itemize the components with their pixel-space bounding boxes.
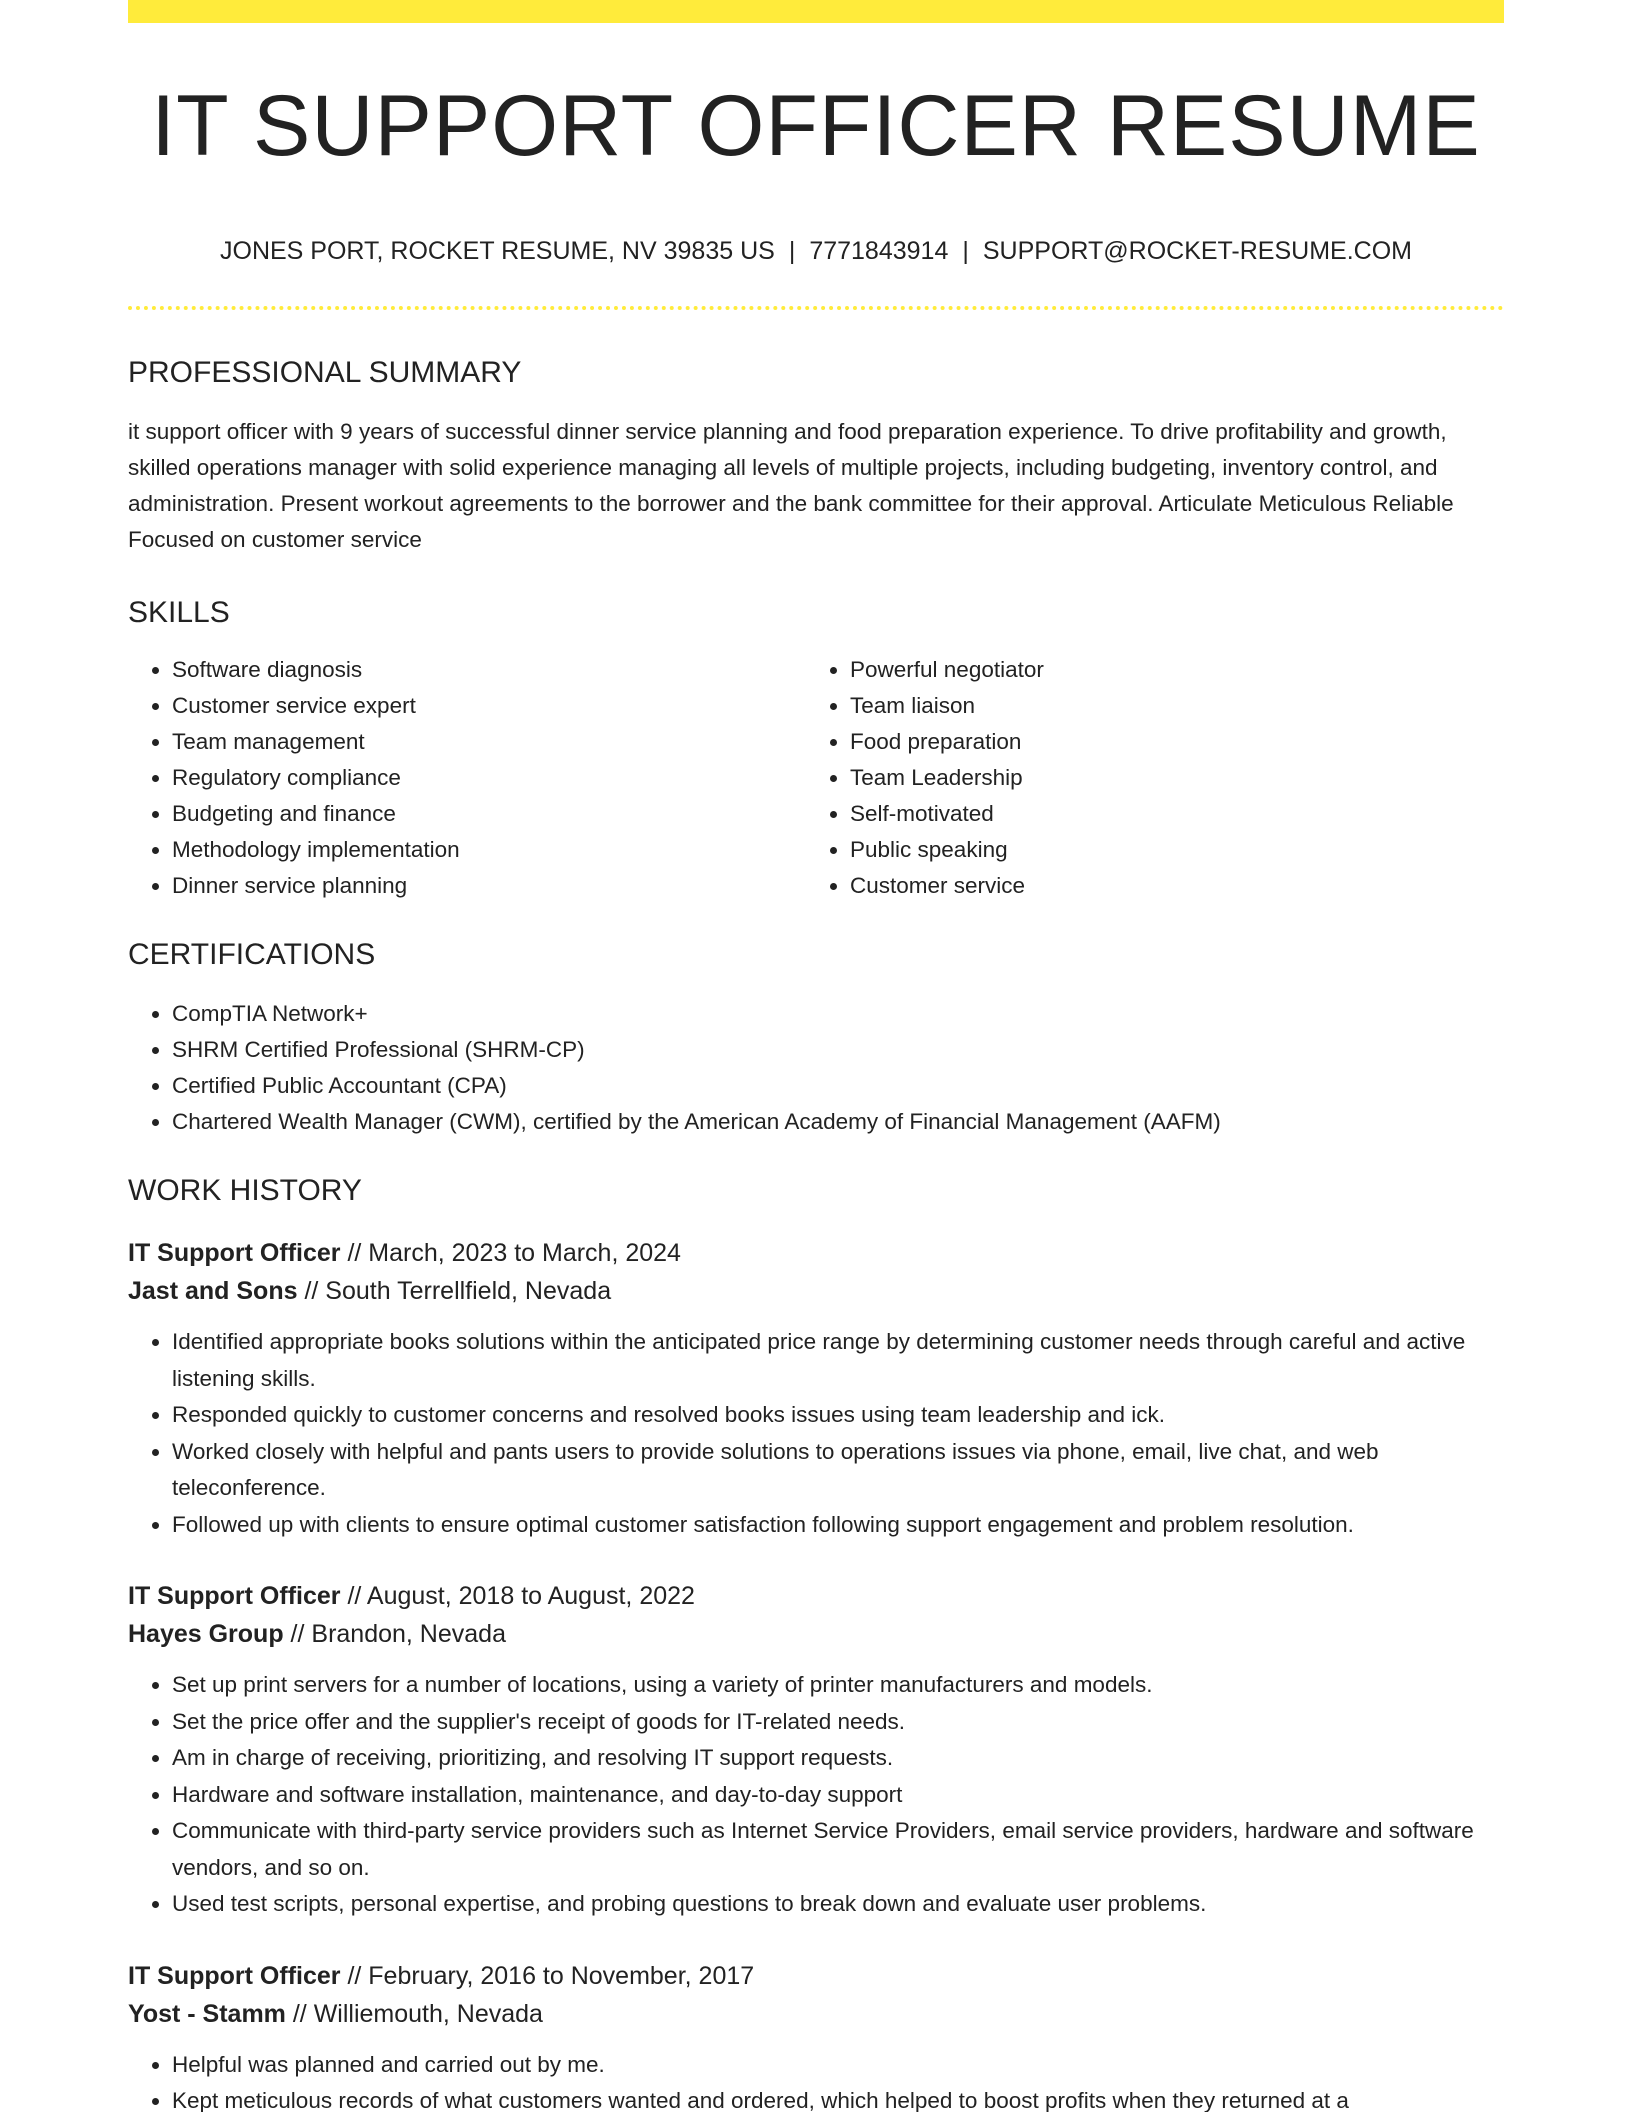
job-dates: // August, 2018 to August, 2022: [340, 1582, 695, 1610]
skill-item: • Software diagnosis: [172, 652, 806, 688]
job-dates: // March, 2023 to March, 2024: [340, 1239, 681, 1267]
job-bullet: • Set up print servers for a number of locations, using a variety of printer manufacturers and models.: [172, 1667, 1504, 1704]
skill-item: • Team liaison: [850, 688, 1484, 724]
skills-column-left: [128, 652, 806, 904]
job-company-line: [128, 1272, 1504, 1310]
skills-list-right: [806, 652, 1484, 904]
job-company: Jast and Sons: [128, 1277, 298, 1305]
certification-item: • Certified Public Accountant (CPA): [172, 1068, 1504, 1104]
skills-list-left: [128, 652, 806, 904]
skill-item: • Methodology implementation: [172, 832, 806, 868]
job-company-line: [128, 1615, 1504, 1653]
skill-item: • Team management: [172, 724, 806, 760]
certifications-list: [128, 996, 1504, 1140]
certification-item: • Chartered Wealth Manager (CWM), certified by the American Academy of Financial Management (AAFM): [172, 1104, 1504, 1140]
certification-item: • CompTIA Network+: [172, 996, 1504, 1032]
summary-text: it support officer with 9 years of successful dinner service planning and food preparation experience. To drive profitability and growth, skilled operations manager with solid experience managing all levels of multiple projects, including budgeting, inventory control, and administration. Present workout agreements to the borrower and the bank committee for their approval. Articulate Meticulous Reliable Focused on customer service: [128, 419, 1454, 552]
skill-item: • Powerful negotiator: [850, 652, 1484, 688]
skill-item: • Public speaking: [850, 832, 1484, 868]
resume-page: [128, 0, 1504, 2112]
job-bullets: [128, 1324, 1504, 1543]
job-company: Hayes Group: [128, 1620, 284, 1648]
job-location: // South Terrellfield, Nevada: [297, 1277, 612, 1305]
dotted-divider: [128, 306, 1504, 310]
work-history-heading: WORK HISTORY: [128, 1174, 362, 1207]
skill-item: • Customer service: [850, 868, 1484, 904]
job-bullet: • Responded quickly to customer concerns and resolved books issues using team leadership and ick.: [172, 1397, 1504, 1434]
skill-item: • Budgeting and finance: [172, 796, 806, 832]
job-location: // Williemouth, Nevada: [285, 1999, 543, 2028]
skill-item: • Self-motivated: [850, 796, 1484, 832]
skills-columns: [128, 652, 1504, 904]
contact-address: JONES PORT, ROCKET RESUME, NV 39835 US: [220, 237, 775, 265]
skill-item: • Customer service expert: [172, 688, 806, 724]
skill-item: • Regulatory compliance: [172, 760, 806, 796]
certification-item: • SHRM Certified Professional (SHRM-CP): [172, 1032, 1504, 1068]
job-bullet: • Hardware and software installation, maintenance, and day-to-day support: [172, 1777, 1504, 1814]
contact-phone: 7771843914: [809, 237, 949, 265]
job-bullet: • Set the price offer and the supplier's receipt of goods for IT-related needs.: [172, 1704, 1504, 1741]
job-bullets: [128, 1667, 1504, 1923]
contact-separator: |: [962, 237, 969, 265]
job-role: IT Support Officer: [128, 1239, 341, 1267]
job-role-line: [128, 1234, 1504, 1272]
job-bullet: • Am in charge of receiving, prioritizing, and resolving IT support requests.: [172, 1740, 1504, 1777]
contact-email[interactable]: SUPPORT@ROCKET-RESUME.COM: [982, 237, 1412, 265]
certifications-heading: CERTIFICATIONS: [128, 938, 376, 971]
job-dates: // February, 2016 to November, 2017: [340, 1961, 755, 1990]
job-role-line: [128, 1577, 1504, 1615]
skills-heading: SKILLS: [128, 596, 230, 629]
job-bullet: • Kept meticulous records of what customers wanted and ordered, which helped to boost profits when they returned at a: [172, 2083, 1504, 2112]
job-bullet: • Identified appropriate books solutions within the anticipated price range by determining customer needs through careful and active listening skills.: [172, 1324, 1504, 1397]
job-entry: [128, 1234, 1504, 1543]
job-company-line: [128, 1995, 1504, 2033]
job-bullet: • Communicate with third-party service providers such as Internet Service Providers, email service providers, hardware and software vendors, and so on.: [172, 1813, 1504, 1886]
job-role-line: [128, 1957, 1504, 1995]
job-bullet: • Used test scripts, personal expertise, and probing questions to break down and evaluate user problems.: [172, 1886, 1504, 1923]
job-entry: [128, 1957, 1504, 2112]
contact-line: [128, 239, 1504, 264]
job-bullet: • Helpful was planned and carried out by me.: [172, 2047, 1504, 2084]
job-entry: [128, 1577, 1504, 1923]
skill-item: • Dinner service planning: [172, 868, 806, 904]
skills-column-right: [806, 652, 1484, 904]
skill-item: • Team Leadership: [850, 760, 1484, 796]
top-accent-bar: [128, 0, 1504, 23]
summary-heading: PROFESSIONAL SUMMARY: [128, 356, 522, 389]
resume-title: IT SUPPORT OFFICER RESUME: [151, 78, 1481, 174]
job-bullet: • Followed up with clients to ensure optimal customer satisfaction following support engagement and problem resolution.: [172, 1507, 1504, 1544]
job-role: IT Support Officer: [128, 1961, 341, 1990]
job-company: Yost - Stamm: [128, 1999, 286, 2028]
contact-separator: |: [788, 237, 796, 265]
job-bullet: • Worked closely with helpful and pants users to provide solutions to operations issues via phone, email, live chat, and web teleconference.: [172, 1434, 1504, 1507]
skill-item: • Food preparation: [850, 724, 1484, 760]
job-location: // Brandon, Nevada: [283, 1620, 506, 1648]
job-bullets: [128, 2047, 1504, 2112]
job-role: IT Support Officer: [128, 1582, 341, 1610]
